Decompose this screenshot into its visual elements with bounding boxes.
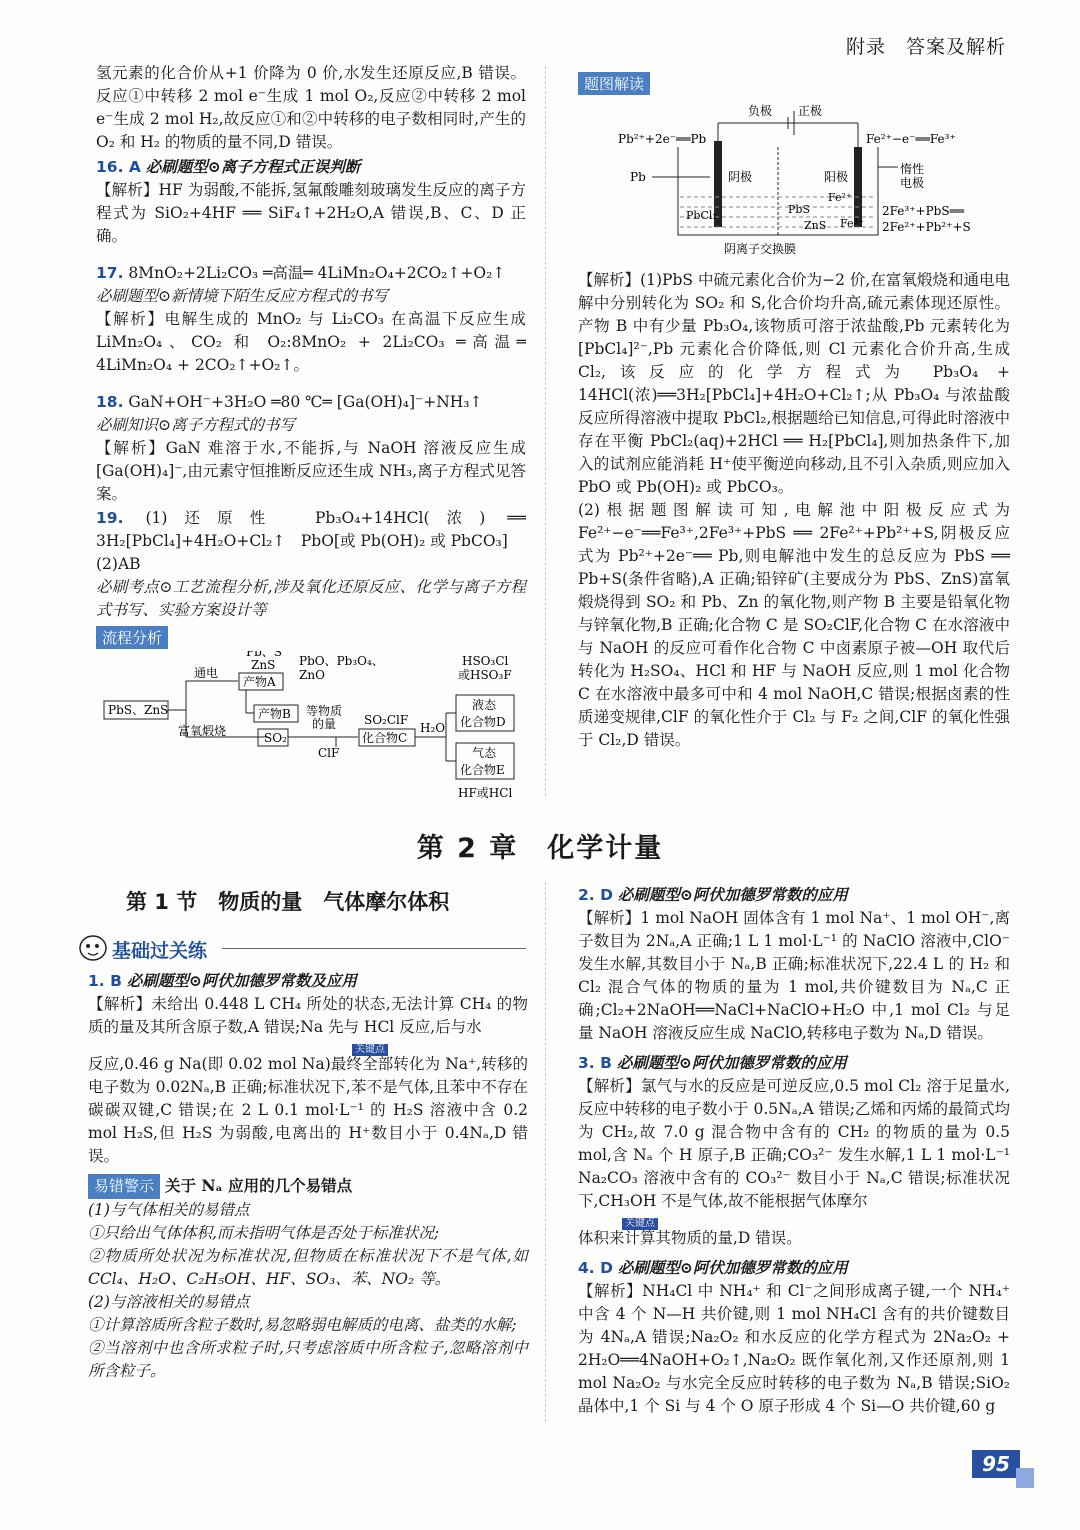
flow-label: ZnO <box>299 668 325 682</box>
tag: 必刷题型⊙新情境下陌生反应方程式的书写 <box>96 287 388 305</box>
page-corner-decoration <box>1016 1468 1034 1488</box>
running-header: 附录 答案及解析 <box>845 36 1006 58</box>
tag: 必刷题型⊙阿伏加德罗常数的应用 <box>616 1053 847 1072</box>
diagram-label: Fe²⁺−e⁻══Fe³⁺ <box>866 132 956 146</box>
figure-reading-label: 题图解读 <box>578 72 650 95</box>
flow-box-text: 化合物D <box>460 715 506 729</box>
flow-box-text: 化合物C <box>362 731 408 745</box>
question-1 <box>88 969 528 993</box>
column-divider <box>545 882 546 1422</box>
flow-label: HF或HCl <box>458 786 513 800</box>
warning-item: ①只给出气体体积,而未指明气体是否处于标准状况; <box>88 1224 440 1242</box>
diagram-label: 惰性 <box>900 162 925 176</box>
anode-electrode <box>854 147 862 227</box>
question-16 <box>96 155 526 179</box>
analysis: 【解析】GaN 难溶于水,不能拆,与 NaOH 溶液反应生成[Ga(OH)₄]⁻,由元素守恒推断反应还生成 NH₃,离子方程式见答案。 <box>96 439 526 503</box>
warning-item: (2)与溶液相关的易错点 <box>88 1293 250 1311</box>
answer: (2)AB <box>96 555 141 573</box>
analysis: 【解析】电解生成的 MnO₂ 与 Li₂CO₃ 在高温下反应生成 LiMn₂O₄、CO₂ 和 O₂:8MnO₂ + 2Li₂CO₃ ═高温═ 4LiMn₂O₄ + 2CO₂↑+O₂↑。 <box>96 310 526 374</box>
mascot-icon <box>76 930 110 964</box>
question-18 <box>96 391 526 414</box>
column-divider <box>545 66 546 796</box>
warning-item: ②物质所处状况为标准状况,但物质在标准状况下不是气体,如 CCl₄、H₂O、C₂H₅OH、HF、SO₃、苯、NO₂ 等。 <box>88 1247 528 1288</box>
diagram-label: Pb <box>630 170 646 184</box>
diagram-label: Fe³⁺ <box>840 217 864 230</box>
diagram-label: PbCl₂ <box>686 209 717 222</box>
left-column-bottom <box>88 968 528 1383</box>
diagram-label: 2Fe²⁺+Pb²⁺+S <box>882 220 971 234</box>
flow-box-text: 产物A <box>243 675 276 689</box>
diagram-label: 负极 <box>748 104 773 118</box>
flow-label: 富氧煅烧 <box>178 724 227 738</box>
equation: 8MnO₂+2Li₂CO₃ ═高温═ 4LiMn₂O₄+2CO₂↑+O₂↑ <box>128 264 506 282</box>
tag: 必刷题型⊙阿伏加德罗常数及应用 <box>126 971 357 990</box>
basic-practice-heading <box>76 930 526 964</box>
diagram-label: 2Fe³⁺+PbS══ <box>882 204 965 218</box>
analysis: 【解析】HF 为弱酸,不能拆,氢氟酸雕刻玻璃发生反应的离子方程式为 SiO₂+4HF ══ SiF₄↑+2H₂O,A 错误,B、C、D 正确。 <box>96 181 526 245</box>
right-column-top <box>578 62 1010 752</box>
question-number: 17. <box>96 264 124 282</box>
key-point-badge: 关键点 <box>352 1044 388 1056</box>
warning-title: 关于 Nₐ 应用的几个易错点 <box>164 1176 353 1195</box>
analysis: 【解析】1 mol NaOH 固体含有 1 mol Na⁺、1 mol OH⁻,离子数目为 2Nₐ,A 正确;1 L 1 mol·L⁻¹ 的 NaClO 溶液中,ClO⁻发生水解,其数目小于 Nₐ,B 正确;标准状况下,22.4 L 的 H₂ 和 Cl₂ 混合气体的物质的量为 1 mol,共价键数目为 Nₐ,C 正确;Cl₂+2NaOH══NaCl+NaClO+H₂O 中,1 mol Cl₂ 与足量 NaOH 溶液反应生成 NaClO,转移电子数为 Nₐ,D 错误。 <box>578 909 1010 1042</box>
diagram-label: Pb²⁺+2e⁻══Pb <box>618 132 707 146</box>
flow-analysis-label: 流程分析 <box>96 626 168 649</box>
diagram-label: PbS <box>788 203 810 216</box>
question-17 <box>96 262 526 285</box>
flow-start: PbS、ZnS <box>108 703 169 717</box>
warning-heading <box>88 1174 528 1199</box>
divider <box>222 948 526 949</box>
question-number: 1. B <box>88 972 122 990</box>
equation: GaN+OH⁻+3H₂O ═80 ℃═ [Ga(OH)₄]⁻+NH₃↑ <box>128 393 483 411</box>
question-2 <box>578 883 1010 907</box>
paragraph: 氢元素的化合价从+1 价降为 0 价,水发生还原反应,B 错误。反应①中转移 2 mol e⁻生成 1 mol O₂,反应②中转移 2 mol e⁻生成 2 mol H₂,故反应①和②中转移的电子数相同时,产生的 O₂ 和 H₂ 的物质的量不同,D 错误。 <box>96 64 526 151</box>
analysis: 【解析】未给出 0.448 L CH₄ 所处的状态,无法计算 CH₄ 的物质的量及其所含原子数,A 错误;Na 先与 HCl 反应,后与水 <box>88 995 528 1036</box>
right-column-bottom <box>578 882 1010 1418</box>
diagram-label: ZnS <box>804 219 827 232</box>
analysis: (2)根据题图解读可知,电解池中阳极反应式为 Fe²⁺−e⁻══Fe³⁺,2Fe³⁺+PbS ══ 2Fe²⁺+Pb²⁺+S,阴极反应式为 Pb²⁺+2e⁻══ Pb,则电解池中发生的总反应为 PbS ══ Pb+S(条件省略),A 正确;铅锌矿(主要成分为 PbS、ZnS)富氧煅烧得到 SO₂ 和 Pb、Zn 的氧化物,则产物 B 主要是铅氧化物与锌氧化物,B 正确;化合物 C 是 SO₂ClF,化合物 C 在水溶液中与 NaOH 的反应可看作化合物 C 中卤素原子被—OH 取代后转化为 H₂SO₄、HCl 和 HF 与 NaOH 反应,则 1 mol 化合物 C 在水溶液中最多可中和 4 mol NaOH,C 错误;根据卤素的性质递变规律,ClF 的氧化性介于 Cl₂ 与 F₂ 之间,ClF 的氧化性强于 Cl₂,D 错误。 <box>578 501 1010 749</box>
question-number: 4. D <box>578 1259 613 1277</box>
flow-label: SO₂ClF <box>364 713 409 727</box>
question-number: 19. <box>96 509 124 527</box>
flow-label: HSO₃Cl <box>462 654 509 668</box>
warning-item: (1)与气体相关的易错点 <box>88 1201 250 1219</box>
flow-box-text: 化合物E <box>460 763 505 777</box>
flow-label: H₂O <box>420 721 446 735</box>
question-4 <box>578 1256 1010 1280</box>
question-number: 18. <box>96 393 124 411</box>
flow-label: Pb、S <box>246 651 282 659</box>
left-column-top <box>96 62 526 805</box>
tag: 必刷知识⊙离子方程式的书写 <box>96 416 295 434</box>
tag: 必刷题型⊙阿伏加德罗常数的应用 <box>617 1258 848 1277</box>
warning-item: ①计算溶质所含粒子数时,易忽略弱电解质的电离、盐类的水解; <box>88 1316 517 1334</box>
question-number: 3. B <box>578 1054 612 1072</box>
question-number: 16. A <box>96 158 141 176</box>
analysis: 体积来计算其物质的量,D 错误。 <box>578 1229 802 1247</box>
diagram-label: 阴极 <box>728 170 753 184</box>
question-3 <box>578 1051 1010 1075</box>
warning-item: ②当溶剂中也含所求粒子时,只考虑溶质中所含粒子,忽略溶剂中所含粒子。 <box>88 1339 528 1380</box>
diagram-label: 正极 <box>798 104 823 118</box>
section-title: 第 1 节 物质的量 气体摩尔体积 <box>126 890 450 914</box>
analysis: 【解析】(1)PbS 中硫元素化合价为−2 价,在富氧煅烧和通电电解中分别转化为 SO₂ 和 S,化合价均升高,硫元素体现还原性。产物 B 中有少量 Pb₃O₄,该物质可溶于浓盐酸,Pb 元素转化为[PbCl₄]²⁻,Pb 元素化合价降低,则 Cl 元素化合价升高,生成 Cl₂,该反应的化学方程式为 Pb₃O₄ + 14HCl(浓)══3H₂[PbCl₄]+4H₂O+Cl₂↑;从 Pb₃O₄ 与浓盐酸反应所得溶液中提取 PbCl₂,根据题给已知信息,可得此时溶液中存在平衡 PbCl₂(aq)+2HCl ══ H₂[PbCl₄],则加热条件下,加入的试剂应能消耗 H⁺使平衡逆向移动,且不引入杂质,则应加入 PbO 或 Pb(OH)₂ 或 PbCO₃。 <box>578 271 1010 496</box>
flow-label: 的量 <box>312 717 337 731</box>
question-number: 2. D <box>578 886 613 904</box>
flow-label: 或HSO₃F <box>458 668 512 682</box>
analysis: 反应,0.46 g Na(即 0.02 mol Na)最终全部转化为 Na⁺,转移的电子数为 0.02Nₐ,B 正确;标准状况下,苯不是气体,且苯中不存在碳碳双键,C 错误;在 2 L 0.1 mol·L⁻¹ 的 H₂S 溶液中含 0.2 mol H₂S,但 H₂S 为弱酸,电离出的 H⁺数目小于 0.4Nₐ,D 错误。 <box>88 1055 528 1165</box>
flow-box-text: 气态 <box>472 746 497 760</box>
diagram-label: 阴离子交换膜 <box>724 242 797 256</box>
answer: (1)还原性 Pb₃O₄+14HCl(浓) ══ 3H₂[PbCl₄]+4H₂O+Cl₂↑ PbO[或 Pb(OH)₂ 或 PbCO₃] <box>96 509 526 550</box>
analysis: 【解析】NH₄Cl 中 NH₄⁺ 和 Cl⁻之间形成离子键,一个 NH₄⁺ 中含 4 个 N—H 共价键,则 1 mol NH₄Cl 含有的共价键数目为 4Nₐ,A 错误;Na₂O₂ 和水反应的化学方程式为 2Na₂O₂ + 2H₂O══4NaOH+O₂↑,Na₂O₂ 既作氧化剂,又作还原剂,则 1 mol Na₂O₂ 与水完全反应时转移的电子数为 Nₐ,B 错误;SiO₂ 晶体中,1 个 Si 与 4 个 O 原子形成 4 个 Si—O 共价键,60 g <box>578 1282 1010 1415</box>
electrolysis-diagram <box>578 97 1010 261</box>
page-number: 95 <box>972 1450 1020 1478</box>
diagram-label: Fe²⁺ <box>828 191 852 204</box>
diagram-label: 电极 <box>900 176 925 190</box>
warning-label: 易错警示 <box>88 1174 160 1199</box>
flow-label: 通电 <box>194 666 219 680</box>
flow-box-text: 液态 <box>472 698 497 712</box>
basic-practice-label: 基础过关练 <box>112 940 208 962</box>
flow-label: ZnS <box>251 658 276 672</box>
tag: 必刷考点⊙工艺流程分析,涉及氧化还原反应、化学与离子方程式书写、实验方案设计等 <box>96 578 526 619</box>
tag: 必刷题型⊙阿伏加德罗常数的应用 <box>617 885 848 904</box>
flow-label: ClF <box>318 746 340 760</box>
key-point-badge: 关键点 <box>622 1218 658 1230</box>
flow-label: 等物质 <box>306 704 343 718</box>
flow-diagram <box>96 651 526 805</box>
chapter-title: 第 2 章 化学计量 <box>416 833 664 864</box>
tag: 必刷题型⊙离子方程式正误判断 <box>145 157 361 176</box>
question-19 <box>96 507 526 553</box>
analysis: 【解析】氯气与水的反应是可逆反应,0.5 mol Cl₂ 溶于足量水,反应中转移的电子数小于 0.5Nₐ,A 错误;乙烯和丙烯的最简式均为 CH₂,故 7.0 g 混合物中含有的 CH₂ 的物质的量为 0.5 mol,含 Nₐ 个 H 原子,B 正确;CO₃²⁻ 发生水解,1 L 1 mol·L⁻¹ Na₂CO₃ 溶液中含有的 CO₃²⁻ 数目小于 Nₐ,C 错误;标准状况下,CH₃OH 不是气体,故不能根据气体摩尔 <box>578 1077 1010 1210</box>
flow-label: PbO、Pb₃O₄、 <box>299 654 384 668</box>
flow-box-text: 产物B <box>258 707 291 721</box>
flow-box-text: SO₂ <box>264 731 287 745</box>
diagram-label: 阳极 <box>824 170 849 184</box>
